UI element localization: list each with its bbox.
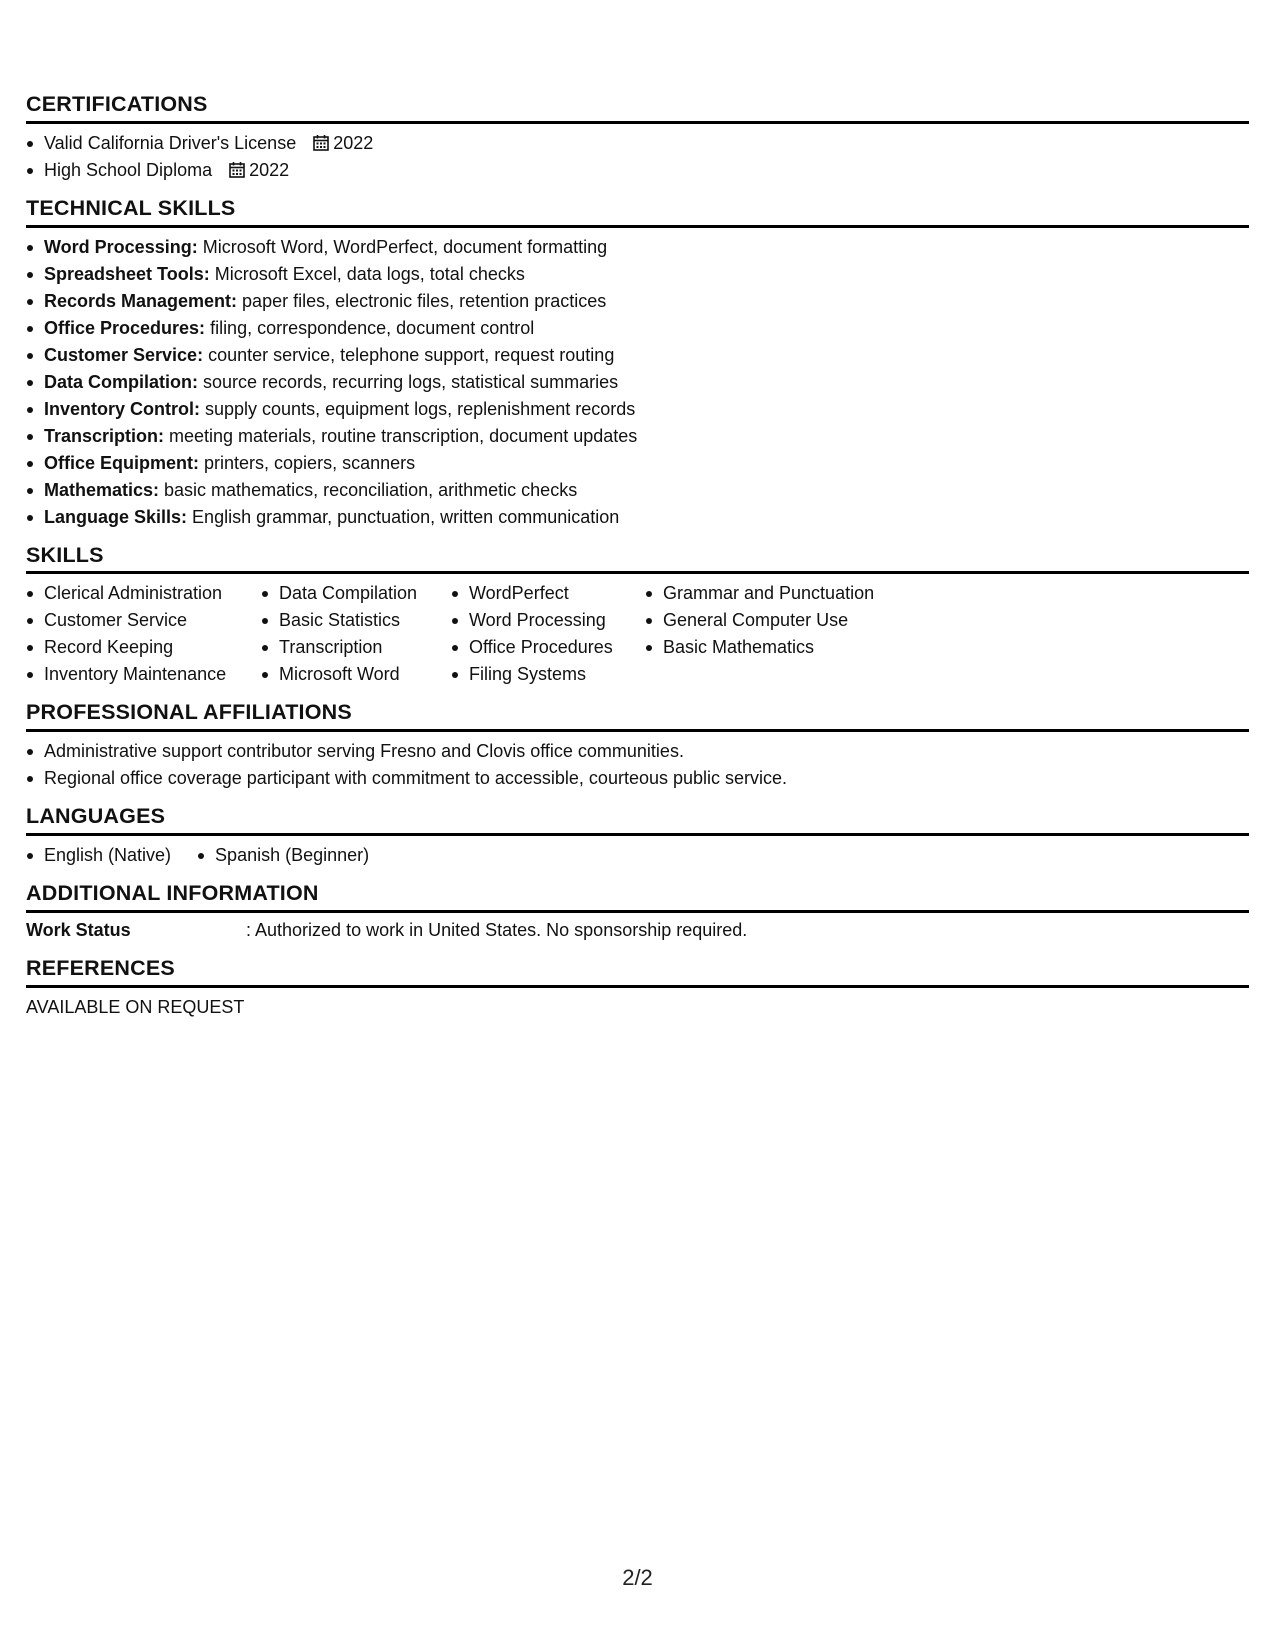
bullet-icon [262,672,268,678]
additional-info-section [26,881,1249,944]
bullet-icon [27,245,33,251]
technical-skills-section [26,196,1249,531]
bullet-icon [646,645,652,651]
skill-text: Grammar and Punctuation [663,583,875,604]
skill-text: Customer Service [44,610,188,631]
section-title-references: REFERENCES [26,956,1249,988]
skill-text: Basic Mathematics [663,637,815,658]
affiliation-text: Regional office coverage participant with commitment to accessible, courteous public service. [44,768,788,789]
bullet-icon [452,618,458,624]
section-title-technical-skills: TECHNICAL SKILLS [26,196,1249,228]
certification-name: Valid California Driver's License [44,132,297,153]
language-item [197,842,369,869]
skill-item [451,661,645,688]
skill-item [451,634,645,661]
technical-skill-item [26,342,1249,369]
certification-year: 2022 [249,159,290,180]
skills-column [451,580,645,688]
bullet-icon [452,645,458,651]
section-title-languages: LANGUAGES [26,804,1249,836]
affiliation-item [26,765,1249,792]
technical-skill-text: counter service, telephone support, request routing [203,344,615,365]
technical-skill-label: Office Procedures: [44,317,206,338]
bullet-icon [27,272,33,278]
languages-section [26,804,1249,869]
language-item [26,842,171,869]
technical-skill-item [26,288,1249,315]
page-number: 2/2 [622,1565,653,1590]
certification-name: High School Diploma [44,159,213,180]
skill-item [261,580,451,607]
technical-skill-item [26,369,1249,396]
resume-page [26,92,1249,1033]
technical-skill-label: Transcription: [44,425,165,446]
bullet-icon [27,141,33,147]
certification-date [229,160,289,180]
bullet-icon [27,326,33,332]
bullet-icon [27,353,33,359]
language-text: English (Native) [44,844,172,865]
bullet-icon [452,591,458,597]
bullet-icon [27,645,33,651]
technical-skill-text: meeting materials, routine transcription, document updates [164,425,638,446]
skill-text: General Computer Use [663,610,849,631]
skill-item [645,634,905,661]
bullet-icon [262,645,268,651]
bullet-icon [27,461,33,467]
bullet-icon [27,380,33,386]
work-status-row [26,917,1249,944]
bullet-icon [27,672,33,678]
skills-grid [26,580,1249,688]
technical-skill-item [26,450,1249,477]
technical-skill-item [26,261,1249,288]
technical-skill-label: Spreadsheet Tools: [44,263,210,284]
skill-item [645,580,905,607]
technical-skill-text: supply counts, equipment logs, replenishment records [200,398,636,419]
skill-text: Transcription [279,637,383,658]
skill-item [26,661,261,688]
technical-skill-item [26,504,1249,531]
technical-skill-label: Language Skills: [44,506,188,527]
technical-skill-item [26,234,1249,261]
skills-column [26,580,261,688]
bullet-icon [27,299,33,305]
section-title-additional-info: ADDITIONAL INFORMATION [26,881,1249,913]
technical-skill-label: Office Equipment: [44,452,200,473]
bullet-icon [27,591,33,597]
skill-item [261,661,451,688]
technical-skills-list [26,234,1249,531]
bullet-icon [27,488,33,494]
technical-skill-label: Word Processing: [44,236,198,257]
technical-skill-item [26,423,1249,450]
technical-skill-text: Microsoft Excel, data logs, total checks [209,263,525,284]
skills-section [26,543,1249,689]
bullet-icon [646,591,652,597]
skill-item [451,607,645,634]
skill-text: Basic Statistics [279,610,401,631]
skill-text: Inventory Maintenance [44,664,227,685]
certification-item [26,157,1249,184]
affiliations-section [26,700,1249,792]
technical-skill-label: Inventory Control: [44,398,200,419]
skill-text: Data Compilation [279,583,418,604]
certification-item [26,130,1249,157]
technical-skill-item [26,396,1249,423]
technical-skill-text: paper files, electronic files, retention practices [237,290,607,311]
work-status-value: : Authorized to work in United States. No sponsorship required. [246,919,748,940]
bullet-icon [27,776,33,782]
technical-skill-text: basic mathematics, reconciliation, arithmetic checks [159,479,578,500]
skill-item [261,634,451,661]
bullet-icon [27,407,33,413]
work-status-label: Work Status [26,919,131,940]
references-section [26,956,1249,1021]
skill-item [645,607,905,634]
affiliations-list [26,738,1249,792]
skill-item [26,607,261,634]
bullet-icon [27,515,33,521]
skill-item [261,607,451,634]
technical-skill-text: Microsoft Word, WordPerfect, document formatting [197,236,608,257]
technical-skill-text: English grammar, punctuation, written communication [187,506,620,527]
technical-skill-text: source records, recurring logs, statistical summaries [198,371,619,392]
skill-text: Word Processing [469,610,606,631]
certification-date [313,133,373,153]
section-title-certifications: CERTIFICATIONS [26,92,1249,124]
bullet-icon [27,749,33,755]
bullet-icon [198,853,204,859]
certifications-section [26,92,1249,184]
affiliation-item [26,738,1249,765]
bullet-icon [262,591,268,597]
technical-skill-text: printers, copiers, scanners [199,452,416,473]
bullet-icon [27,168,33,174]
skill-text: WordPerfect [469,583,569,604]
language-text: Spanish (Beginner) [215,844,370,865]
skill-item [26,634,261,661]
skills-column [261,580,451,688]
skill-item [26,580,261,607]
skills-column [645,580,905,688]
skill-text: Office Procedures [469,637,613,658]
technical-skill-label: Customer Service: [44,344,204,365]
bullet-icon [27,853,33,859]
skill-text: Record Keeping [44,637,174,658]
technical-skill-item [26,315,1249,342]
technical-skill-label: Mathematics: [44,479,160,500]
skill-text: Clerical Administration [44,583,223,604]
skill-text: Filing Systems [469,664,587,685]
bullet-icon [262,618,268,624]
skill-item [451,580,645,607]
calendar-icon [229,161,245,178]
certification-year: 2022 [333,132,374,153]
references-text: AVAILABLE ON REQUEST [26,996,245,1017]
bullet-icon [646,618,652,624]
section-title-affiliations: PROFESSIONAL AFFILIATIONS [26,700,1249,732]
technical-skill-text: filing, correspondence, document control [205,317,535,338]
skill-text: Microsoft Word [279,664,400,685]
languages-list [26,842,1249,869]
affiliation-text: Administrative support contributor serving Fresno and Clovis office communities. [44,741,684,762]
technical-skill-item [26,477,1249,504]
technical-skill-label: Data Compilation: [44,371,199,392]
section-title-skills: SKILLS [26,543,1249,575]
bullet-icon [452,672,458,678]
bullet-icon [27,434,33,440]
calendar-icon [313,134,329,151]
bullet-icon [27,618,33,624]
certifications-list [26,130,1249,184]
technical-skill-label: Records Management: [44,290,238,311]
